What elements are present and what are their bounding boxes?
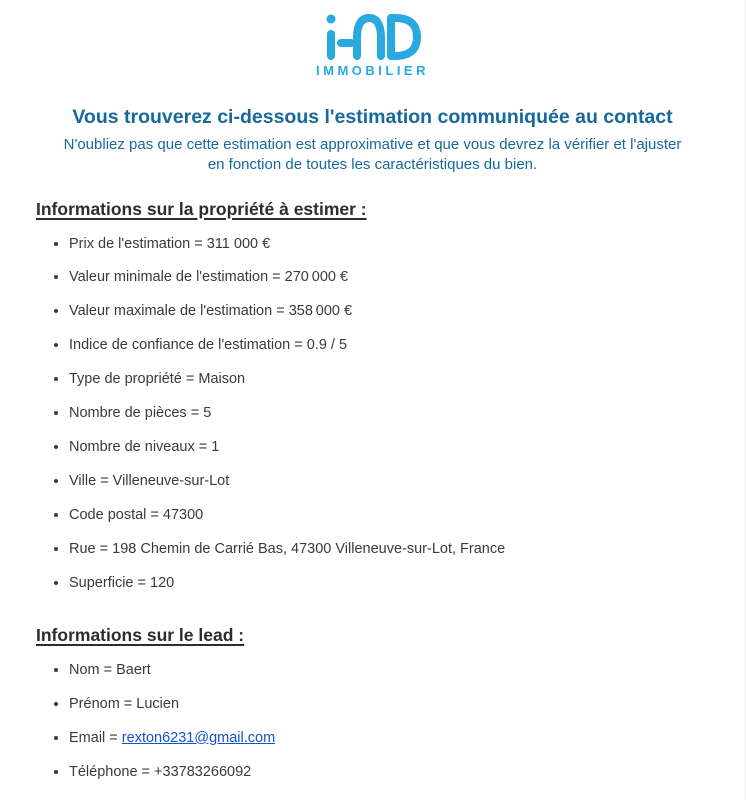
list-item xyxy=(69,406,745,422)
list-item-text: Nombre de niveaux = 1 xyxy=(69,439,220,456)
list-item-text: Valeur minimale de l'estimation = 270 000 € xyxy=(69,269,349,286)
list-item-text: Indice de confiance de l'estimation = 0.9 / 5 xyxy=(69,337,348,354)
list-item-text: Code postal = 47300 xyxy=(69,507,204,523)
list-item-text: Email = xyxy=(69,729,122,746)
list-item-text: Ville = Villeneuve-sur-Lot xyxy=(69,473,230,490)
list-item-text: Nombre de pièces = 5 xyxy=(69,405,212,422)
list-item-text: Valeur maximale de l'estimation = 358 000 € xyxy=(69,303,353,320)
info-section xyxy=(0,199,745,592)
section-heading: Informations sur le lead : xyxy=(36,624,245,645)
list-item-text: Type de propriété = Maison xyxy=(69,371,246,388)
list-item xyxy=(69,765,745,781)
email-link[interactable]: rexton6231@gmail.com xyxy=(121,729,276,746)
list-item xyxy=(69,508,745,524)
list-item-text: Prix de l'estimation = 311 000 € xyxy=(69,235,271,252)
list-item-text: Superficie = 120 xyxy=(69,574,175,591)
list-item xyxy=(69,576,745,592)
subtitle-line-2: en fonction de toutes les caractéristiques du bien. xyxy=(207,156,538,174)
list-item-text: Nom = Baert xyxy=(69,661,151,678)
list-item xyxy=(69,304,745,320)
info-section xyxy=(0,625,745,781)
info-sections xyxy=(0,199,745,781)
list-item xyxy=(69,663,745,679)
list-item xyxy=(69,474,745,490)
list-item xyxy=(69,372,745,388)
list-item-text: Prénom = Lucien xyxy=(69,695,180,712)
list-item-text: Rue = 198 Chemin de Carrié Bas, 47300 Villeneuve-sur-Lot, France xyxy=(69,540,506,557)
list-item xyxy=(69,237,745,253)
brand-subtext: IMMOBILIER xyxy=(316,63,429,78)
list-item-text: Téléphone = +33783266092 xyxy=(69,763,252,780)
iad-logo-icon xyxy=(321,10,425,62)
brand-block xyxy=(0,0,745,78)
section-heading: Informations sur la propriété à estimer : xyxy=(36,198,367,219)
section-list xyxy=(0,663,745,781)
page-title: Vous trouverez ci-dessous l'estimation communiquée au contact xyxy=(72,106,673,128)
page-subtitle xyxy=(0,135,745,176)
section-list xyxy=(0,237,745,592)
list-item xyxy=(69,270,745,286)
list-item xyxy=(69,697,745,713)
list-item xyxy=(69,542,745,558)
list-item xyxy=(69,440,745,456)
subtitle-line-1: N'oubliez pas que cette estimation est approximative et que vous devrez la vérifier et l'ajuster xyxy=(63,136,682,153)
list-item xyxy=(69,338,745,354)
list-item xyxy=(69,731,745,747)
